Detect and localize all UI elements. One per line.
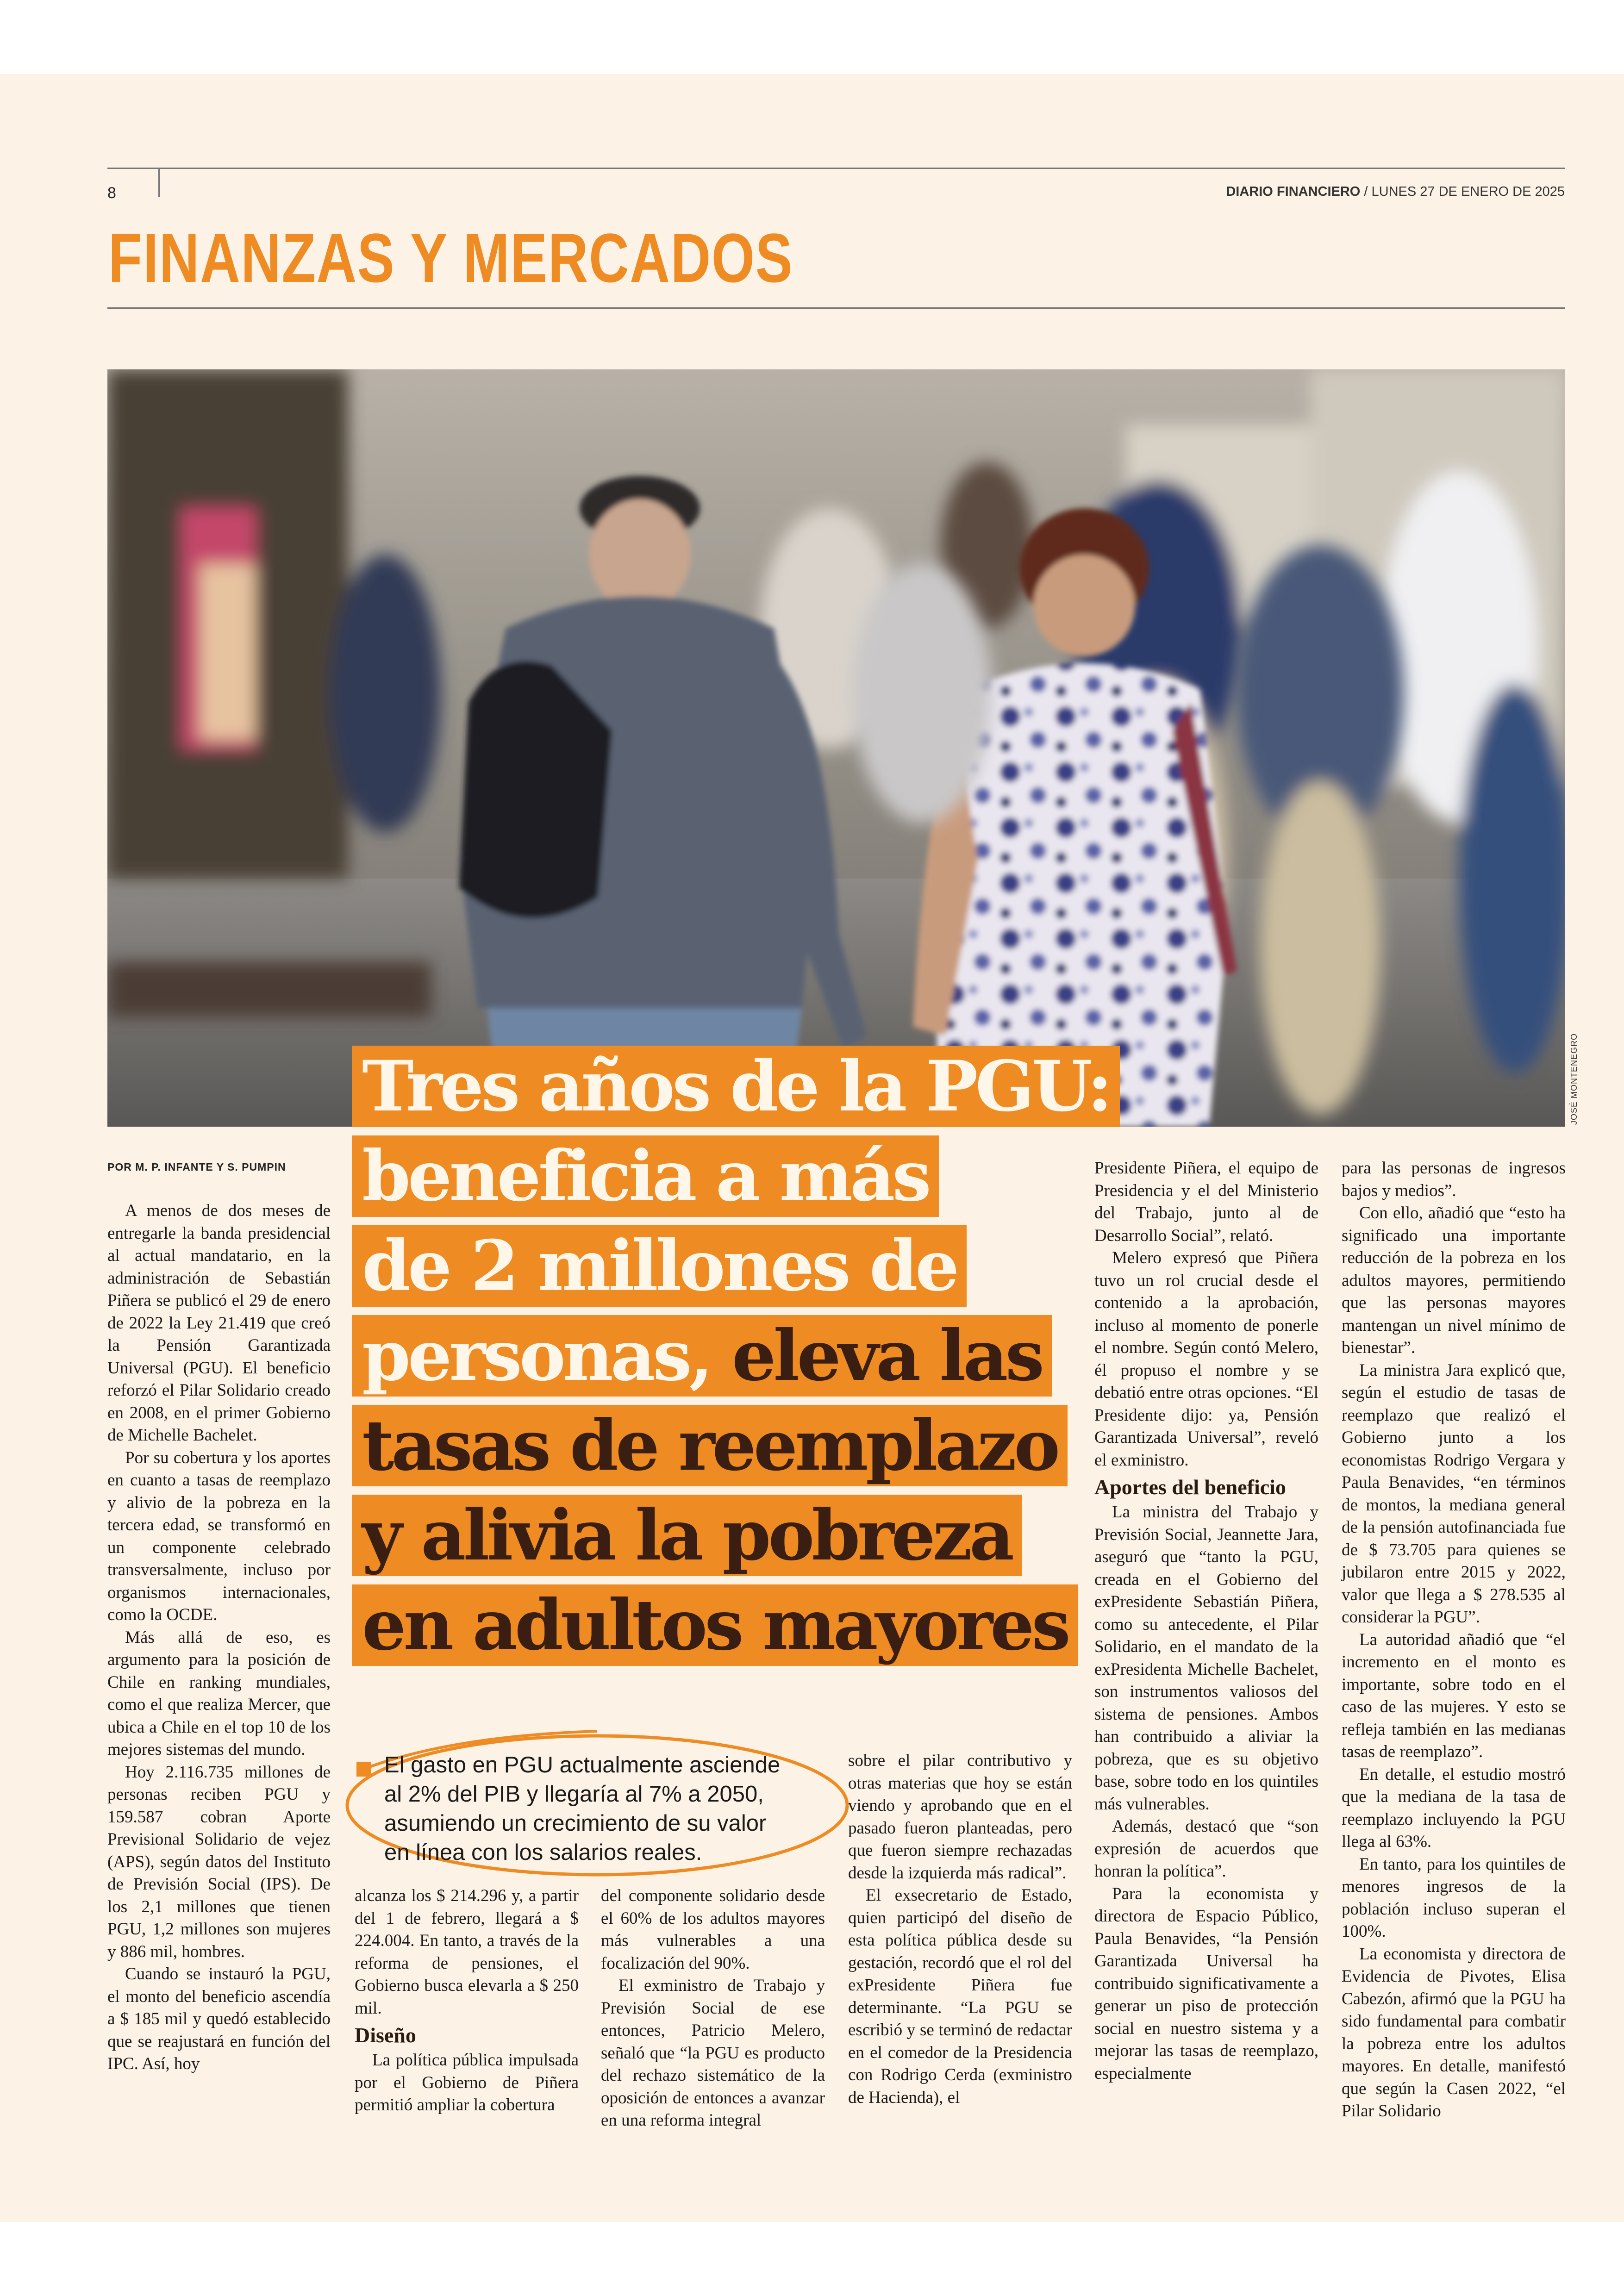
paragraph: En detalle, el estudio mostró que la mediana de la tasa de reemplazo incluyendo la PGU llega al 63%.: [1342, 1765, 1566, 1851]
paragraph: A menos de dos meses de entregarle la banda presidencial al actual mandatario, en la administración de Sebastián Piñera se publicó el 29 de enero de 2022 la Ley 21.419 que creó la Pensión Garantizada Universal (PGU). El beneficio reforzó el Pilar Solidario creado en 2008, en el primer Gobierno de Michelle Bachelet.: [107, 1201, 331, 1445]
column-3: [601, 1885, 825, 2132]
section-title: FINANZAS Y MERCADOS: [108, 219, 793, 297]
paragraph: En tanto, para los quintiles de menores ingresos de la población incluso superan el 100%.: [1342, 1854, 1566, 1941]
pull-quote-line: al 2% del PIB y llegaría al 7% a 2050,: [384, 1782, 764, 1807]
pull-quote-bullet-icon: [356, 1762, 371, 1777]
subheading-diseno: Diseño: [355, 2023, 416, 2047]
paragraph: Para la economista y directora de Espacio Público, Paula Benavides, “la Pensión Garantizada Universal ha contribuido significativamente a generar un piso de protección social en nuestro sistema y a mejorar las tasas de reemplazo, especialmente: [1094, 1884, 1318, 2083]
paragraph: La economista y directora de Evidencia de Pivotes, Elisa Cabezón, afirmó que la PGU ha sido fundamental para combatir la pobreza entre los adultos mayores. En detalle, manifestó que según la Casen 2022, “el Pilar Solidario: [1342, 1944, 1566, 2120]
column-6: [1342, 1157, 1566, 2123]
paragraph: La ministra Jara explicó que, según el estudio de tasas de reemplazo que realizó el Gobierno junto a los economistas Rodrigo Vergara y Paula Benavides, “en términos de montos, la mediana general de la pensión autofinanciada fue de $ 73.705 para quienes se jubilaron entre 2015 y 2022, valor que llega a $ 278.535 al considerar la PGU”.: [1342, 1360, 1566, 1627]
masthead: [1226, 184, 1565, 200]
headline-line-5: tasas de reemplazo: [352, 1401, 1093, 1491]
paragraph: La ministra del Trabajo y Previsión Social, Jeannette Jara, aseguró que “tanto la PGU, creada en el Gobierno del exPresidente Sebastián Piñera, como su antecedente, el Pilar Solidario, en el mandato de la exPresidenta Michelle Bachelet, son instrumentos valiosos del sistema de pensiones. Ambos han contribuido a aliviar la pobreza, que es su objetivo base, sobre todo en los quintiles más vulnerables.: [1094, 1503, 1318, 1814]
headline-line-3: de 2 millones de: [352, 1221, 1093, 1311]
paragraph: sobre el pilar contributivo y otras materias que hoy se están viendo y aprobando que en el pasado fueron planteadas, pero que fueron siempre rechazadas desde la izquierda más radical”.: [848, 1751, 1072, 1883]
paragraph: Con ello, añadió que “esto ha significado una importante reducción de la pobreza en los adultos mayores, permitiendo que las personas mayores mantengan un nivel mínimo de bienestar”.: [1342, 1204, 1566, 1357]
paragraph: para las personas de ingresos bajos y medios”.: [1342, 1159, 1566, 1200]
pull-quote-line: en línea con los salarios reales.: [384, 1840, 702, 1865]
section-rule: [107, 307, 1565, 309]
folio-divider: [158, 168, 160, 197]
page-number: 8: [107, 184, 116, 202]
lead-photo: [107, 369, 1565, 1127]
publication-name: DIARIO FINANCIERO: [1226, 184, 1361, 199]
subheading-aportes: Aportes del beneficio: [1094, 1475, 1286, 1499]
masthead-separator: /: [1360, 184, 1372, 199]
paragraph: La autoridad añadió que “el incremento en el monto es importante, sobre todo en el caso de las mujeres. Y esto se refleja también en las medianas tasas de reemplazo”.: [1342, 1630, 1566, 1761]
headline: [352, 1041, 1110, 1670]
paragraph: El exministro de Trabajo y Previsión Social de ese entonces, Patricio Melero, señaló que “la PGU es producto del rechazo sistemático de la oposición de entonces a avanzar en una reforma integral: [601, 1976, 825, 2130]
pull-quote-text: [384, 1751, 847, 1867]
paragraph: Cuando se instauró la PGU, el monto del beneficio ascendía a $ 185 mil y quedó establecido que se reajustará en función del IPC. Así, hoy: [107, 1964, 331, 2073]
pull-quote-line: El gasto en PGU actualmente asciende: [384, 1752, 781, 1777]
column-2: [355, 1885, 579, 2117]
paragraph: Por su cobertura y los aportes en cuanto a tasas de reemplazo y alivio de la pobreza en la tercera edad, se transformó en un componente celebrado transversalmente, incluso por organismos internacionales, como la OCDE.: [107, 1448, 331, 1624]
headline-line-4: personas, eleva las: [352, 1311, 1093, 1401]
pull-quote-line: asumiendo un crecimiento de su valor: [384, 1811, 767, 1836]
byline: POR M. P. INFANTE Y S. PUMPIN: [107, 1161, 286, 1173]
paragraph: El exsecretario de Estado, quien participó del diseño de esta política pública desde su gestación, recordó que el rol del exPresidente Piñera fue determinante. “La PGU se escribió y se terminó de redactar en el comedor de la Presidencia con Rodrigo Cerda (exministro de Hacienda), el: [848, 1886, 1072, 2107]
column-5: [1094, 1157, 1318, 2085]
paragraph: Además, destacó que “son expresión de acuerdos que honran la política”.: [1094, 1817, 1318, 1881]
headline-line-6: y alivia la pobreza: [352, 1491, 1093, 1580]
headline-line-2: beneficia a más: [352, 1131, 1093, 1221]
headline-line-7: en adultos mayores: [352, 1580, 1093, 1670]
paragraph: Melero expresó que Piñera tuvo un rol crucial desde el contenido a la aprobación, incluso al momento de ponerle el nombre. Según contó Melero, él propuso el nombre y se debatió entre otras opciones. “El Presidente dijo: ya, Pensión Garantizada Universal”, reveló el exministro.: [1094, 1248, 1318, 1470]
column-1: [107, 1200, 331, 2076]
photo-elderly-couple-icon: [107, 369, 1565, 1127]
paragraph: Hoy 2.116.735 millones de personas reciben PGU y 159.587 cobran Aporte Previsional Solidario de vejez (APS), según datos del Instituto de Previsión Social (IPS). De los 2,1 millones que tienen PGU, 1,2 millones son mujeres y 886 mil, hombres.: [107, 1762, 331, 1961]
header-top-rule: [107, 168, 1565, 169]
paragraph: alcanza los $ 214.296 y, a partir del 1 de febrero, llegará a $ 224.004. En tanto, a través de la reforma de pensiones, el Gobierno busca elevarla a $ 250 mil.: [355, 1886, 579, 2018]
issue-date: LUNES 27 DE ENERO DE 2025: [1371, 184, 1565, 199]
column-4: [848, 1750, 1072, 2109]
paragraph: del componente solidario desde el 60% de los adultos mayores más vulnerables a una focalización del 90%.: [601, 1886, 825, 1973]
paragraph: Más allá de eso, es argumento para la posición de Chile en ranking mundiales, como el que realiza Mercer, que ubica a Chile en el top 10 de los mejores sistemas del mundo.: [107, 1628, 331, 1759]
paragraph: Presidente Piñera, el equipo de Presidencia y el del Ministerio del Trabajo, junto al de Desarrollo Social”, relató.: [1094, 1159, 1318, 1245]
photo-credit: JOSÉ MONTENEGRO: [1569, 1033, 1579, 1125]
paragraph: La política pública impulsada por el Gobierno de Piñera permitió ampliar la cobertura: [355, 2051, 579, 2114]
headline-line-1: Tres años de la PGU:: [352, 1041, 1093, 1131]
